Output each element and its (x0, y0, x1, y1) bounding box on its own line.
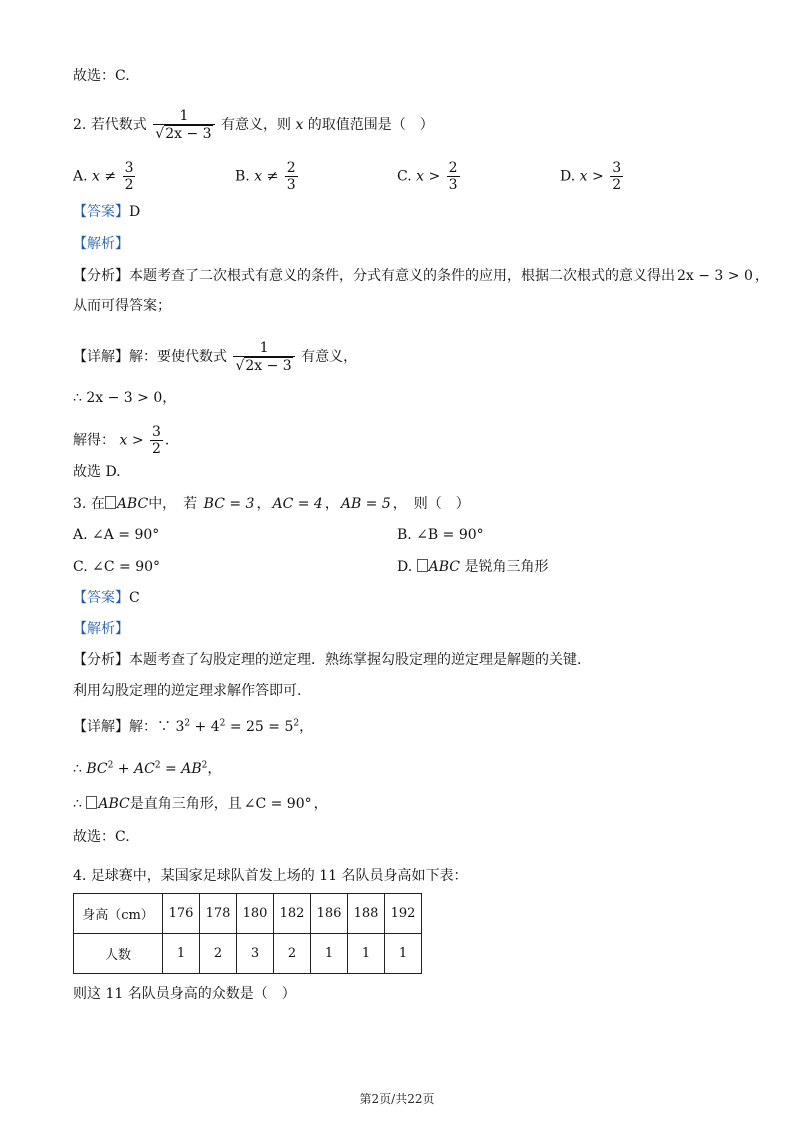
step2-end: . (164, 432, 170, 449)
option-fraction (285, 160, 298, 193)
q3-option-c[interactable] (73, 557, 160, 577)
answer-value: C (129, 590, 140, 606)
table-row (74, 894, 422, 934)
step2-math: ∴ $BC^2 + AC^2 = AB^2$ (73, 760, 208, 777)
table-cell: 2 (274, 934, 311, 974)
triangle-symbol-icon (105, 496, 116, 509)
q2-stem-pre: 若代数式 (90, 117, 147, 133)
xiangjie-radicand: 2x − 3 (245, 358, 292, 374)
q2-option-a[interactable] (73, 160, 137, 193)
step3-tri: ABC (98, 796, 130, 812)
q3-fenxi-line2: 利用勾股定理的逆定理求解作答即可. (73, 683, 302, 699)
option-label: B. (397, 527, 412, 543)
table-cell: 180 (237, 894, 274, 934)
step1-end: ， (299, 719, 314, 735)
option-text: ∠B = 90° (416, 527, 484, 543)
q3-cond3: AB = 5 (340, 496, 391, 512)
q2-analysis-tag: 【解析】 (73, 236, 129, 252)
option-num: 3 (124, 160, 134, 176)
option-label: C. (397, 168, 412, 185)
q2-fenxi-line2: 从而可得答案； (73, 298, 171, 314)
q3-stem-pre: 在 (90, 496, 105, 512)
option-fraction (123, 160, 136, 193)
q3-fenxi (73, 650, 581, 670)
fenxi-text: 本题考查了勾股定理的逆定理．熟练掌握勾股定理的逆定理是解题的关键. (129, 652, 582, 668)
q2-stem-end: 的取值范围是（ ） (307, 117, 434, 133)
option-op: ≠ (266, 168, 279, 185)
q2-step2 (73, 424, 169, 457)
answer-value: D (129, 204, 141, 220)
table-cell: 186 (311, 894, 348, 934)
fenxi-end: ， (754, 268, 769, 284)
table-cell: 1 (311, 934, 348, 974)
q2-xiangjie (73, 340, 357, 374)
option-op: ≠ (104, 168, 117, 185)
option-op: > (592, 168, 604, 185)
option-text: ∠C = 90° (92, 559, 161, 575)
q2-step1: ∴ 2x − 3 > 0， (73, 390, 177, 406)
q3-conclusion: 故选：C. (73, 829, 130, 845)
q3-step3: ∴ ABC是直角三角形，且 ∠C = 90° ， (73, 796, 328, 812)
option-fraction (610, 160, 623, 193)
q4-number: 4. (73, 868, 87, 884)
table-cell: 1 (385, 934, 422, 974)
option-label: A. (73, 527, 88, 543)
q2-var: x (295, 117, 304, 133)
option-den: 2 (612, 177, 622, 193)
step2-var: x (119, 432, 128, 449)
option-text: ∠A = 90° (92, 527, 160, 543)
heights-table (73, 893, 422, 974)
table-row (74, 934, 422, 974)
q2-option-c[interactable] (397, 160, 462, 193)
step2-end: ， (207, 761, 222, 777)
q3-stem-mid: 中， 若 (148, 496, 198, 512)
q3-xiangjie (73, 717, 313, 737)
option-label: A. (73, 168, 88, 185)
xiangjie-frac-den: √2x − 3 (233, 356, 294, 374)
q4-question: 则这 11 名队员身高的众数是（ ） (73, 986, 296, 1002)
table-cell: 182 (274, 894, 311, 934)
q4-stem (73, 866, 468, 886)
table-cell: 188 (348, 894, 385, 934)
fenxi-tag: 【分析】 (73, 268, 129, 284)
step2-den: 2 (152, 441, 161, 457)
q3-option-b[interactable] (397, 525, 484, 545)
step2-fraction (150, 424, 163, 457)
q3-option-d[interactable] (397, 557, 548, 577)
q2-radicand: 2x − 3 (165, 126, 212, 142)
q2-frac-den: √2x − 3 (153, 124, 214, 142)
prev-conclusion: 故选：C. (73, 68, 130, 84)
q3-stem: 3. 在 ABC中， 若 BC = 3 ， AC = 4 ， AB = 5 ， 则（ ） (73, 496, 470, 512)
q3-answer (73, 588, 140, 608)
step3-end: ， (313, 796, 328, 812)
xiangjie-text: 解：∵ (129, 719, 171, 735)
q2-option-d[interactable] (560, 160, 625, 193)
q3-number: 3. (73, 496, 87, 512)
table-cell: 178 (200, 894, 237, 934)
q2-conclusion: 故选 D. (73, 464, 121, 480)
q2-answer (73, 202, 140, 222)
table-header-cell: 人数 (74, 934, 163, 974)
fenxi-math: 2x − 3 > 0 (677, 268, 753, 284)
xiangjie-fraction (233, 340, 294, 374)
option-var: x (579, 168, 588, 185)
option-fraction (447, 160, 460, 193)
option-label: C. (73, 559, 88, 575)
xiangjie-tag: 【详解】 (73, 719, 129, 735)
table-cell: 3 (237, 934, 274, 974)
option-var: x (416, 168, 425, 185)
q3-analysis-tag: 【解析】 (73, 621, 129, 637)
q2-number: 2. (73, 117, 87, 133)
step3-angle: ∠C = 90° (243, 796, 312, 812)
table-cell: 192 (385, 894, 422, 934)
option-op: > (428, 168, 441, 185)
answer-tag: 【答案】 (73, 590, 129, 606)
table-header-cell: 身高（cm） (74, 894, 163, 934)
option-den: 3 (448, 177, 458, 193)
option-label: B. (235, 168, 250, 185)
q2-frac-num: 1 (179, 108, 189, 124)
step3-text: 是直角三角形，且 (129, 796, 242, 812)
q2-stem (73, 108, 434, 142)
step2-num: 3 (152, 424, 161, 440)
table-cell: 2 (200, 934, 237, 974)
option-den: 2 (124, 177, 134, 193)
q2-stem-post: 有意义，则 (220, 117, 291, 133)
step2-op: > (131, 432, 144, 449)
xiangjie-frac-num: 1 (259, 340, 269, 356)
step2-pre: 解得： (73, 432, 115, 449)
xiangjie-post: 有意义， (301, 349, 358, 365)
option-tri: ABC (428, 559, 461, 575)
step1-math: $3^2 + 4^2 = 25 = 5^2$ (175, 718, 300, 735)
option-text: 是锐角三角形 (464, 559, 549, 575)
answer-tag: 【答案】 (73, 204, 129, 220)
fenxi-text: 本题考查了二次根式有意义的条件，分式有意义的条件的应用，根据二次根式的意义得出 (129, 268, 675, 284)
option-num: 3 (612, 160, 622, 176)
fenxi-tag: 【分析】 (73, 652, 129, 668)
xiangjie-tag: 【详解】 (73, 349, 129, 365)
q3-cond2: AC = 4 (272, 496, 323, 512)
option-num: 2 (448, 160, 458, 176)
xiangjie-text: 解：要使代数式 (129, 349, 227, 365)
table-cell: 1 (163, 934, 200, 974)
option-var: x (254, 168, 263, 185)
q3-step2 (73, 759, 221, 779)
option-den: 3 (286, 177, 296, 193)
triangle-symbol-icon (417, 559, 428, 572)
option-label: D. (560, 168, 576, 185)
page-footer: 第2页/共22页 (359, 1092, 435, 1106)
q2-fraction (153, 108, 214, 142)
table-cell: 1 (348, 934, 385, 974)
q4-stem-text: 足球赛中，某国家足球队首发上场的 11 名队员身高如下表： (90, 868, 468, 884)
q2-option-b[interactable] (235, 160, 300, 193)
option-num: 2 (286, 160, 296, 176)
option-label: D. (397, 559, 413, 575)
q3-stem-end: ， 则（ ） (392, 496, 470, 512)
table-cell: 176 (163, 894, 200, 934)
q2-fenxi (73, 266, 769, 286)
q3-option-a[interactable] (73, 525, 159, 545)
triangle-symbol-icon (86, 796, 97, 809)
q3-tri: ABC (116, 496, 149, 512)
q3-cond1: BC = 3 (203, 496, 255, 512)
option-var: x (92, 168, 100, 185)
